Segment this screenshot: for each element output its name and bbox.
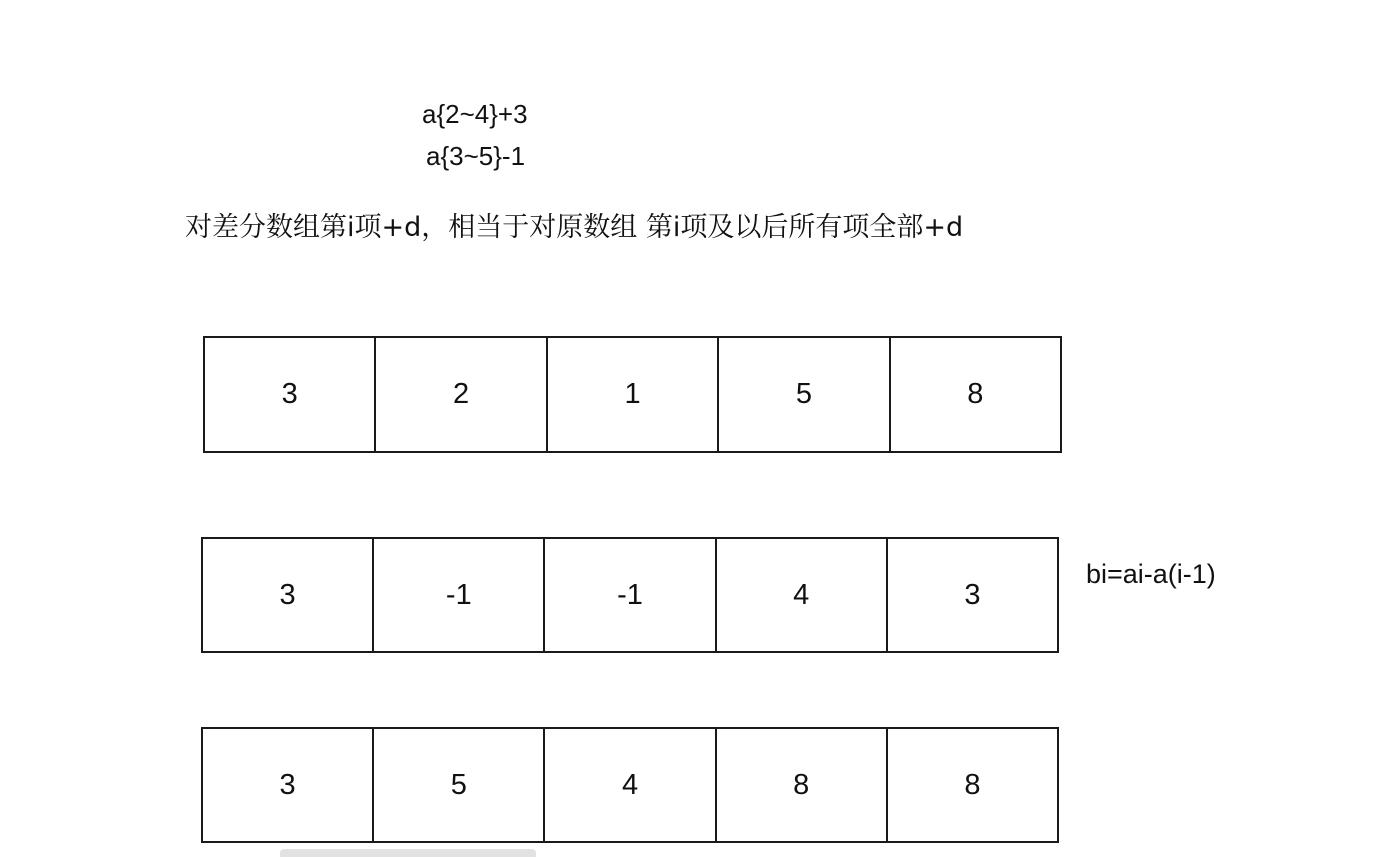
array-cell: 5 [372, 729, 543, 841]
array-cell: 2 [374, 338, 545, 451]
array-cell: 3 [886, 539, 1057, 651]
difference-array-note: 对差分数组第i项+d，相当于对原数组 第i项及以后所有项全部+d [185, 212, 964, 243]
array-cell: 8 [715, 729, 886, 841]
array-cell: 8 [886, 729, 1057, 841]
array-cell: 4 [715, 539, 886, 651]
array-cell: 4 [543, 729, 714, 841]
original-array-row [203, 336, 1062, 453]
array-cell: 3 [279, 578, 296, 611]
array-cell: -1 [372, 539, 543, 651]
operation-line-1: a{2~4}+3 [422, 99, 528, 129]
array-cell: 3 [281, 378, 298, 410]
difference-array-row [201, 537, 1059, 653]
array-cell: -1 [543, 539, 714, 651]
array-cell: 3 [279, 768, 296, 801]
array-cell: 1 [546, 338, 717, 451]
array-cell: 8 [889, 338, 1060, 451]
array-cell: 5 [717, 338, 888, 451]
difference-formula: bi=ai-a(i-1) [1086, 559, 1216, 589]
scrollbar-hint[interactable] [280, 849, 536, 857]
result-array-row [201, 727, 1059, 843]
operation-line-2: a{3~5}-1 [426, 141, 526, 171]
